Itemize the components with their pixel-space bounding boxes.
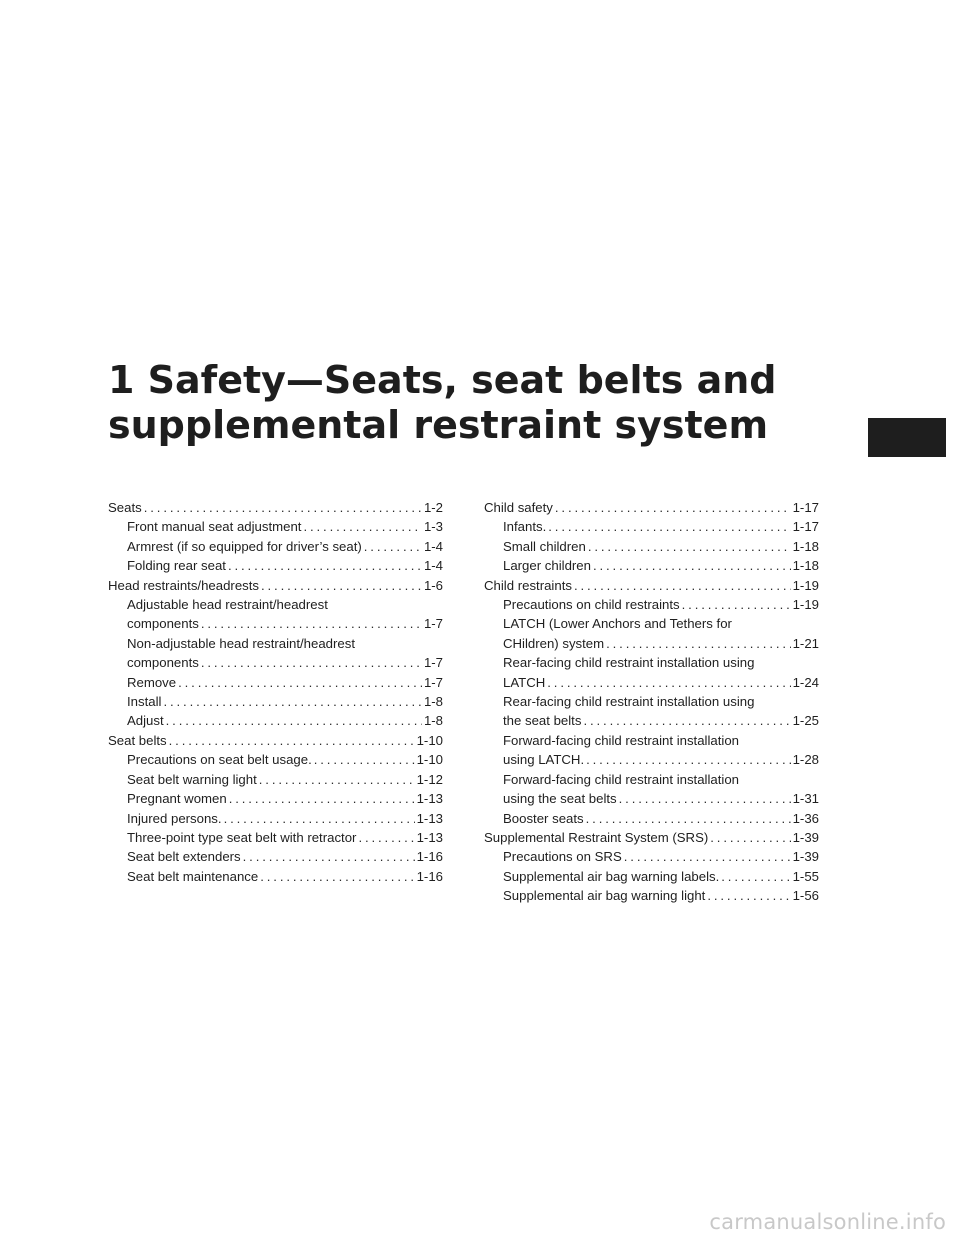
toc-entry[interactable] xyxy=(484,614,819,653)
toc-entry-page: 1-16 xyxy=(416,849,443,865)
toc-entry[interactable] xyxy=(108,770,443,789)
toc-entry-page: 1-56 xyxy=(792,888,819,904)
toc-entry-title: Pregnant women xyxy=(127,791,227,807)
toc-entry-page: 1-13 xyxy=(416,829,443,845)
toc-entry-line xyxy=(127,692,443,711)
toc-entry[interactable] xyxy=(484,731,819,770)
toc-entry-line xyxy=(108,498,443,517)
toc-entry[interactable] xyxy=(484,653,819,692)
toc-entry-title: Booster seats xyxy=(503,810,584,826)
toc-dot-leader xyxy=(707,886,790,905)
toc-dot-leader xyxy=(314,750,415,769)
toc-entry-line xyxy=(127,867,443,886)
toc-entry-title: Precautions on seat belt usage. xyxy=(127,752,312,768)
toc-entry-line xyxy=(127,711,443,730)
toc-entry[interactable] xyxy=(484,692,819,731)
toc-dot-leader xyxy=(224,809,415,828)
toc-entry[interactable] xyxy=(108,828,443,847)
chapter-title-line-2: supplemental restraint system xyxy=(108,403,769,447)
toc-dot-leader xyxy=(619,789,791,808)
toc-dot-leader xyxy=(178,673,422,692)
toc-dot-leader xyxy=(144,498,422,517)
toc-dot-leader xyxy=(169,731,415,750)
toc-entry-line xyxy=(127,847,443,866)
toc-entry[interactable] xyxy=(108,692,443,711)
toc-entry[interactable] xyxy=(108,673,443,692)
toc-entry-page: 1-3 xyxy=(423,519,443,535)
toc-entry-page: 1-13 xyxy=(416,810,443,826)
toc-dot-leader xyxy=(358,828,414,847)
toc-entry-line xyxy=(503,517,819,536)
toc-entry[interactable] xyxy=(108,847,443,866)
toc-entry-line xyxy=(503,634,819,653)
toc-entry[interactable] xyxy=(484,576,819,595)
toc-dot-leader xyxy=(260,867,414,886)
toc-entry-line xyxy=(127,770,443,789)
toc-entry[interactable] xyxy=(108,595,443,634)
toc-dot-leader xyxy=(682,595,791,614)
toc-entry-title: Seats xyxy=(108,500,142,515)
toc-entry[interactable] xyxy=(484,770,819,809)
toc-entry-title: components xyxy=(127,616,199,632)
toc-dot-leader xyxy=(229,789,415,808)
toc-entry-title: Small children xyxy=(503,538,586,554)
toc-entry-line xyxy=(503,673,819,692)
toc-entry-title: Seat belt warning light xyxy=(127,771,257,787)
toc-entry-title: Injured persons. xyxy=(127,810,222,826)
toc-entry-title: Larger children xyxy=(503,558,591,574)
toc-entry-page: 1-25 xyxy=(792,713,819,729)
toc-dot-leader xyxy=(243,847,415,866)
toc-entry-title-line: LATCH (Lower Anchors and Tethers for xyxy=(503,616,732,632)
toc-entry-title: using the seat belts xyxy=(503,791,617,807)
toc-entry-page: 1-7 xyxy=(423,674,443,690)
toc-entry-page: 1-10 xyxy=(416,732,443,748)
toc-entry-page: 1-7 xyxy=(423,616,443,632)
toc-entry-title: Child safety xyxy=(484,500,553,515)
toc-entry-title: Precautions on SRS xyxy=(503,849,622,865)
toc-dot-leader xyxy=(201,614,422,633)
toc-entry-title: CHildren) system xyxy=(503,635,605,651)
toc-dot-leader xyxy=(586,750,790,769)
toc-entry-title: Folding rear seat xyxy=(127,558,226,574)
toc-dot-leader xyxy=(201,653,422,672)
toc-entry-title: Supplemental air bag warning light xyxy=(503,888,706,904)
toc-entry-line xyxy=(503,556,819,575)
toc-entry-line xyxy=(503,789,819,808)
toc-entry-title: Precautions on child restraints xyxy=(503,597,680,613)
toc-entry[interactable] xyxy=(484,537,819,556)
toc-entry-page: 1-17 xyxy=(792,519,819,535)
toc-dot-leader xyxy=(555,498,791,517)
toc-entry-line xyxy=(127,537,443,556)
toc-entry-title: Supplemental air bag warning labels. xyxy=(503,868,720,884)
toc-entry-line xyxy=(503,595,819,614)
toc-entry-line xyxy=(127,809,443,828)
toc-entry-page: 1-55 xyxy=(792,868,819,884)
toc-dot-leader xyxy=(574,576,791,595)
toc-dot-leader xyxy=(303,517,421,536)
toc-entry-page: 1-39 xyxy=(792,849,819,865)
toc-entry[interactable] xyxy=(484,517,819,536)
toc-entry[interactable] xyxy=(108,809,443,828)
toc-entry[interactable] xyxy=(108,711,443,730)
toc-entry-line xyxy=(108,576,443,595)
toc-entry-page: 1-39 xyxy=(792,829,819,845)
toc-dot-leader xyxy=(588,537,791,556)
watermark: carmanualsonline.info xyxy=(709,1210,946,1234)
toc-entry-title: Seat belt extenders xyxy=(127,849,241,865)
toc-entry[interactable] xyxy=(484,828,819,847)
toc-dot-leader xyxy=(364,537,422,556)
chapter-title xyxy=(108,358,777,448)
toc-entry[interactable] xyxy=(108,867,443,886)
toc-entry-line xyxy=(127,653,443,672)
toc-entry-title: Infants. xyxy=(503,519,547,535)
toc-entry-title: Head restraints/headrests xyxy=(108,577,259,593)
toc-entry-page: 1-31 xyxy=(792,791,819,807)
toc-entry-title: Child restraints xyxy=(484,577,572,593)
toc-dot-leader xyxy=(583,711,790,730)
toc-entry-line xyxy=(484,576,819,595)
toc-entry[interactable] xyxy=(108,576,443,595)
toc-entry[interactable] xyxy=(108,537,443,556)
toc-dot-leader xyxy=(259,770,415,789)
toc-entry-page: 1-19 xyxy=(792,597,819,613)
toc-entry-page: 1-4 xyxy=(423,558,443,574)
toc-dot-leader xyxy=(593,556,791,575)
toc-dot-leader xyxy=(166,711,422,730)
toc-entry-page: 1-7 xyxy=(423,655,443,671)
toc-entry-page: 1-18 xyxy=(792,558,819,574)
chapter-title-line-1: 1 Safety—Seats, seat belts and xyxy=(108,358,777,402)
toc-entry-title: Armrest (if so equipped for driver’s seat) xyxy=(127,538,362,554)
toc-entry-page: 1-10 xyxy=(416,752,443,768)
toc-entry-title: Three-point type seat belt with retractor xyxy=(127,829,357,845)
toc-entry-page: 1-4 xyxy=(423,538,443,554)
toc-entry[interactable] xyxy=(108,789,443,808)
toc-entry-title: Supplemental Restraint System (SRS) xyxy=(484,829,709,845)
toc-entry[interactable] xyxy=(484,886,819,905)
toc-entry-page: 1-18 xyxy=(792,538,819,554)
toc-entry-title-line: Rear-facing child restraint installation using xyxy=(503,655,755,671)
toc-entry-title: Install xyxy=(127,694,162,710)
toc-entry[interactable] xyxy=(484,498,819,517)
toc-entry-title-line: Non-adjustable head restraint/headrest xyxy=(127,635,355,651)
toc-entry-line xyxy=(503,711,819,730)
toc-entry-page: 1-8 xyxy=(423,713,443,729)
chapter-tab-marker xyxy=(868,418,946,457)
toc-dot-leader xyxy=(586,809,791,828)
toc-dot-leader xyxy=(163,692,421,711)
toc-entry[interactable] xyxy=(108,498,443,517)
toc-entry[interactable] xyxy=(108,634,443,673)
toc-entry-line xyxy=(108,731,443,750)
toc-entry[interactable] xyxy=(484,867,819,886)
toc-entry-line xyxy=(127,673,443,692)
toc-entry-title-line: Forward-facing child restraint installation xyxy=(503,732,740,748)
toc-entry-page: 1-24 xyxy=(792,674,819,690)
toc-entry-page: 1-28 xyxy=(792,752,819,768)
toc-entry-line xyxy=(503,809,819,828)
toc-entry-title-line: Forward-facing child restraint installation xyxy=(503,771,740,787)
toc-entry[interactable] xyxy=(108,517,443,536)
toc-entry[interactable] xyxy=(108,556,443,575)
toc-dot-leader xyxy=(228,556,422,575)
toc-dot-leader xyxy=(547,673,790,692)
toc-entry-title: Front manual seat adjustment xyxy=(127,519,302,535)
toc-entry-line xyxy=(484,828,819,847)
toc-dot-leader xyxy=(624,847,791,866)
toc-entry-line xyxy=(127,828,443,847)
toc-dot-leader xyxy=(710,828,790,847)
toc-entry-title: Remove xyxy=(127,674,177,690)
toc-entry-page: 1-2 xyxy=(423,500,443,515)
toc-entry-page: 1-12 xyxy=(416,771,443,787)
toc-right-column xyxy=(484,498,819,906)
toc-entry-line xyxy=(503,847,819,866)
toc-entry-title: using LATCH. xyxy=(503,752,585,768)
toc-entry[interactable] xyxy=(484,556,819,575)
toc-entry-title-line: Adjustable head restraint/headrest xyxy=(127,597,328,613)
toc-entry[interactable] xyxy=(484,847,819,866)
toc-entry[interactable] xyxy=(108,750,443,769)
toc-entry-title: LATCH xyxy=(503,674,546,690)
toc-dot-leader xyxy=(721,867,790,886)
toc-entry-title-line: Rear-facing child restraint installation using xyxy=(503,694,755,710)
toc-entry-title: Seat belt maintenance xyxy=(127,868,259,884)
toc-entry-title: the seat belts xyxy=(503,713,582,729)
toc-dot-leader xyxy=(606,634,790,653)
toc-left-column xyxy=(108,498,443,886)
toc-entry-line xyxy=(503,867,819,886)
toc-entry-line xyxy=(127,750,443,769)
toc-entry-title: Seat belts xyxy=(108,732,167,748)
toc-entry-line xyxy=(503,537,819,556)
toc-entry-page: 1-21 xyxy=(792,635,819,651)
toc-entry[interactable] xyxy=(108,731,443,750)
toc-entry[interactable] xyxy=(484,809,819,828)
toc-dot-leader xyxy=(261,576,422,595)
toc-entry-page: 1-19 xyxy=(792,577,819,593)
toc-entry-line xyxy=(484,498,819,517)
toc-entry-title: components xyxy=(127,655,199,671)
toc-entry-title: Adjust xyxy=(127,713,164,729)
toc-entry-page: 1-8 xyxy=(423,694,443,710)
toc-entry-line xyxy=(503,886,819,905)
toc-entry-page: 1-36 xyxy=(792,810,819,826)
toc-entry-page: 1-6 xyxy=(423,577,443,593)
toc-entry-page: 1-13 xyxy=(416,791,443,807)
toc-entry-page: 1-16 xyxy=(416,868,443,884)
toc-entry-line xyxy=(127,614,443,633)
toc-entry[interactable] xyxy=(484,595,819,614)
toc-entry-line xyxy=(127,789,443,808)
toc-entry-page: 1-17 xyxy=(792,500,819,515)
toc-entry-line xyxy=(503,750,819,769)
toc-entry-line xyxy=(127,556,443,575)
toc-dot-leader xyxy=(548,517,790,536)
toc-entry-line xyxy=(127,517,443,536)
